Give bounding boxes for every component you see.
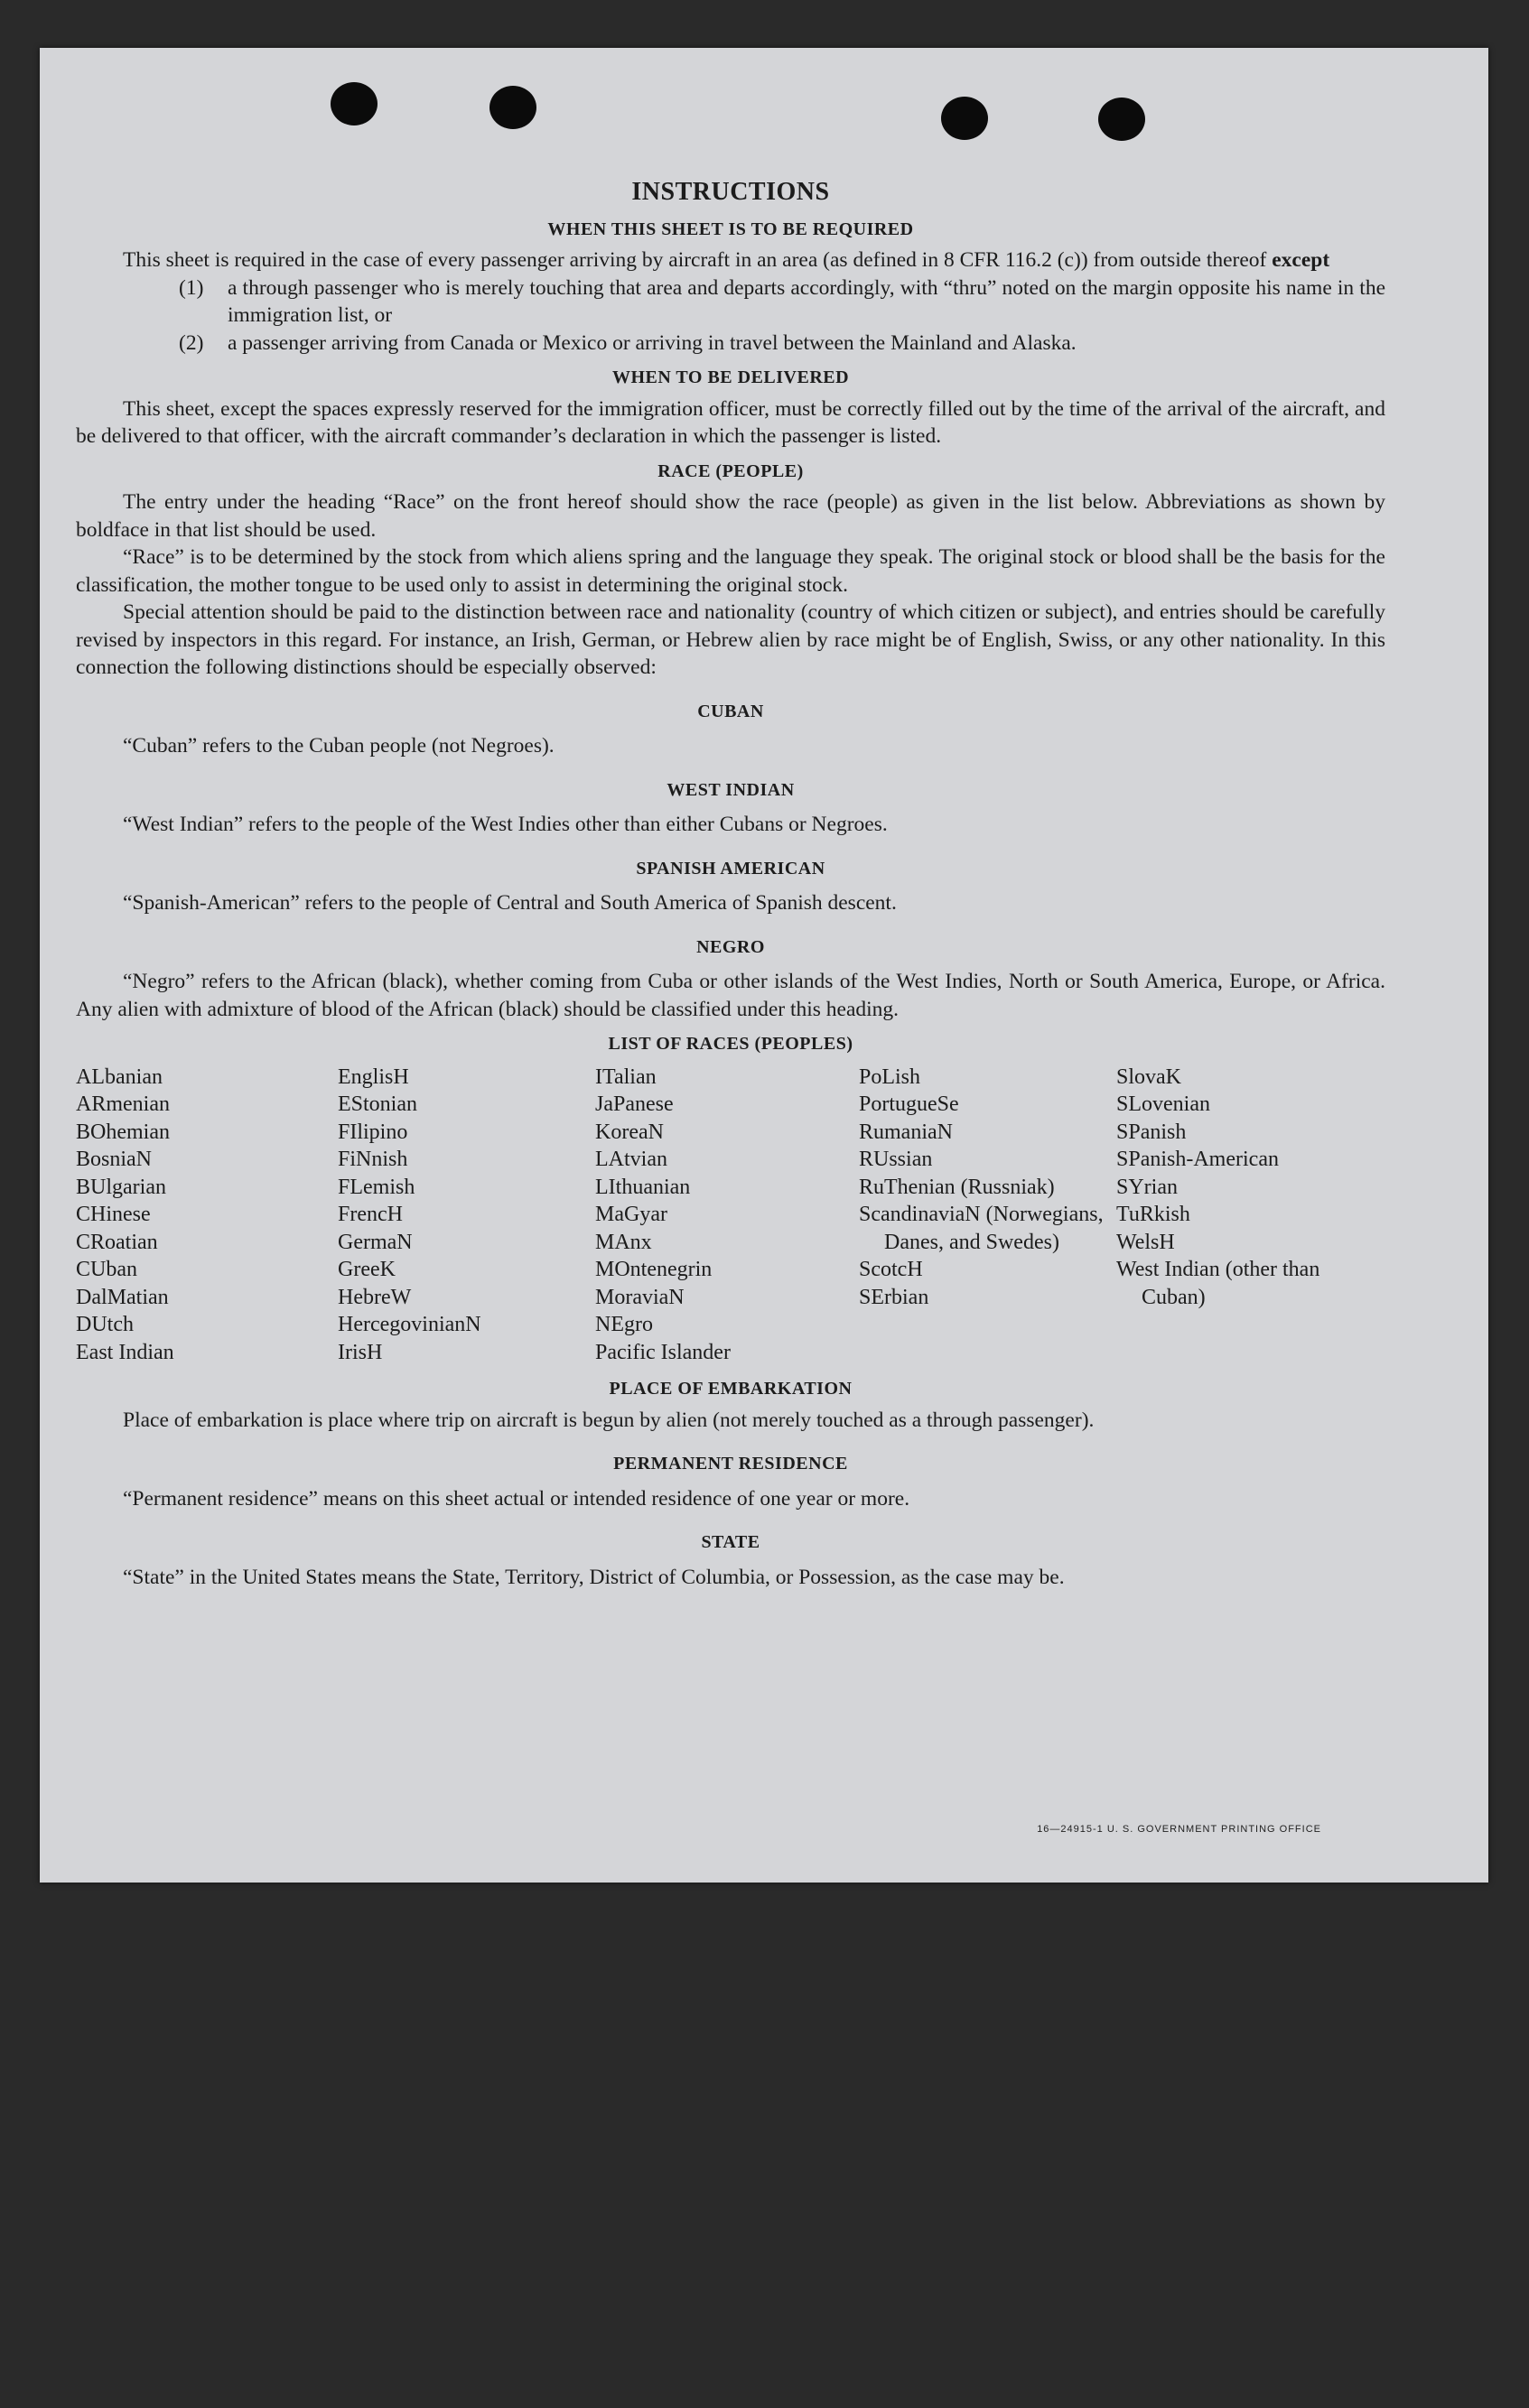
race-item: JaPanese xyxy=(595,1092,674,1116)
race-item: TuRkish xyxy=(1116,1203,1190,1226)
paragraph: “Spanish-American” refers to the people of Central and South America of Spanish descent. xyxy=(123,891,897,915)
section-heading: PLACE OF EMBARKATION xyxy=(609,1379,853,1399)
section-heading: WHEN TO BE DELIVERED xyxy=(611,367,850,387)
race-item: BUlgarian xyxy=(76,1175,166,1199)
print-code: 16—24915-1 U. S. GOVERNMENT PRINTING OFFICE xyxy=(1037,1824,1321,1835)
race-item: SLovenian xyxy=(1116,1092,1210,1116)
race-item: EnglisH xyxy=(338,1065,409,1089)
race-item: GermaN xyxy=(338,1230,413,1254)
race-item: PoLish xyxy=(859,1065,921,1089)
race-item: East Indian xyxy=(76,1340,174,1364)
race-item: BosniaN xyxy=(76,1148,152,1171)
race-item: MAnx xyxy=(595,1230,652,1254)
race-item: ScotcH xyxy=(859,1258,923,1281)
race-item: NEgro xyxy=(595,1313,653,1336)
race-item: CHinese xyxy=(76,1203,151,1226)
race-item: RumaniaN xyxy=(859,1120,953,1144)
race-item: SPanish-American xyxy=(1116,1148,1279,1171)
list-item: (1) a through passenger who is merely touching that area and departs accordingly, with “thru” noted on the margin opposite his name in the immigration list, or xyxy=(179,275,1385,327)
race-item: Pacific Islander xyxy=(595,1340,731,1364)
race-column xyxy=(595,1064,859,1367)
section-heading: WEST INDIAN xyxy=(667,779,795,800)
race-item: DUtch xyxy=(76,1313,134,1336)
race-item: WelsH xyxy=(1116,1230,1175,1254)
paragraph: This sheet is required in the case of every passenger arriving by aircraft in an area (as defined in 8 CFR 116.2 (c)) from outside thereof except xyxy=(123,248,1330,272)
race-item: CUban xyxy=(76,1258,137,1281)
paragraph: This sheet, except the spaces expressly reserved for the immigration officer, must be correctly filled out by the time of the arrival of the aircraft, and be delivered to that officer, with the aircraft commander’s declaration in which the passenger is listed. xyxy=(76,396,1385,448)
paragraph: “West Indian” refers to the people of the West Indies other than either Cubans or Negroes. xyxy=(123,813,888,836)
paragraph: Place of embarkation is place where trip on aircraft is begun by alien (not merely touched as a through passenger). xyxy=(123,1408,1095,1432)
race-item: SYrian xyxy=(1116,1175,1178,1199)
race-item: GreeK xyxy=(338,1258,396,1281)
race-item: CRoatian xyxy=(76,1230,158,1254)
section-heading: RACE (PEOPLE) xyxy=(657,460,804,481)
race-item: FIlipino xyxy=(338,1120,408,1144)
race-item: FrencH xyxy=(338,1203,403,1226)
punch-hole xyxy=(489,86,536,129)
race-item: PortugueSe xyxy=(859,1092,959,1116)
race-item: RuThenian (Russniak) xyxy=(859,1175,1055,1199)
document-sheet xyxy=(40,48,1488,1883)
paragraph: The entry under the heading “Race” on the front hereof should show the race (people) as given in the list below. Abbreviations as shown by boldface in that list should be used. xyxy=(76,490,1385,542)
race-list xyxy=(76,1064,1385,1367)
race-item: DalMatian xyxy=(76,1285,169,1309)
race-item: SPanish xyxy=(1116,1120,1187,1144)
page-title: INSTRUCTIONS xyxy=(631,178,830,206)
race-item: SlovaK xyxy=(1116,1065,1181,1089)
race-item: MaGyar xyxy=(595,1203,667,1226)
race-item: ARmenian xyxy=(76,1092,170,1116)
race-column xyxy=(338,1064,595,1367)
section-heading: STATE xyxy=(701,1532,760,1552)
race-item: HercegovinianN xyxy=(338,1313,481,1336)
race-item: RUssian xyxy=(859,1148,933,1171)
race-column xyxy=(1116,1064,1342,1367)
race-column xyxy=(76,1064,338,1367)
section-heading: SPANISH AMERICAN xyxy=(636,858,825,879)
instructions-body xyxy=(76,179,1385,1591)
section-heading: LIST OF RACES (PEOPLES) xyxy=(608,1034,853,1054)
paragraph: “Permanent residence” means on this sheet actual or intended residence of one year or more. xyxy=(123,1486,910,1511)
race-item: FiNnish xyxy=(338,1148,408,1171)
section-heading: PERMANENT RESIDENCE xyxy=(613,1454,848,1474)
race-item: IrisH xyxy=(338,1340,383,1364)
race-item: HebreW xyxy=(338,1285,412,1309)
race-item: ScandinaviaN (Norwegians, Danes, and Swedes) xyxy=(859,1203,1104,1254)
race-item: KoreaN xyxy=(595,1120,664,1144)
race-item: LAtvian xyxy=(595,1148,667,1171)
punch-hole xyxy=(331,82,378,126)
race-item: FLemish xyxy=(338,1175,415,1199)
race-item: EStonian xyxy=(338,1092,417,1116)
race-item: ALbanian xyxy=(76,1065,163,1089)
race-item: ITalian xyxy=(595,1065,657,1089)
race-item: MOntenegrin xyxy=(595,1258,713,1281)
section-heading: NEGRO xyxy=(696,936,765,957)
section-heading: WHEN THIS SHEET IS TO BE REQUIRED xyxy=(547,218,914,239)
paragraph: Special attention should be paid to the distinction between race and nationality (country of which citizen or subject), and entries should be carefully revised by inspectors in this regard. For instance, an Irish, German, or Hebrew alien by race might be of English, Swiss, or any other nationality. In this connection the following distinctions should be especially observed: xyxy=(76,600,1385,679)
list-item: (2) a passenger arriving from Canada or Mexico or arriving in travel between the Mainland and Alaska. xyxy=(179,330,1077,355)
section-heading: CUBAN xyxy=(697,701,764,721)
punch-hole xyxy=(941,97,988,140)
race-item: West Indian (other than Cuban) xyxy=(1116,1258,1320,1309)
race-item: LIthuanian xyxy=(595,1175,691,1199)
race-column xyxy=(859,1064,1116,1367)
punch-hole xyxy=(1098,98,1145,141)
paragraph: “Race” is to be determined by the stock from which aliens spring and the language they speak. The original stock or blood shall be the basis for the classification, the mother tongue to be used only to assist in determining the original stock. xyxy=(76,545,1385,597)
race-item: MoraviaN xyxy=(595,1285,685,1309)
paragraph: “State” in the United States means the State, Territory, District of Columbia, or Possession, as the case may be. xyxy=(123,1565,1065,1589)
paragraph: “Negro” refers to the African (black), whether coming from Cuba or other islands of the West Indies, North or South America, Europe, or Africa. Any alien with admixture of blood of the African (black) should be classified under this heading. xyxy=(76,970,1385,1021)
paragraph: “Cuban” refers to the Cuban people (not Negroes). xyxy=(123,734,555,758)
race-item: BOhemian xyxy=(76,1120,170,1144)
race-item: SErbian xyxy=(859,1285,929,1309)
exception-list xyxy=(179,274,1385,358)
